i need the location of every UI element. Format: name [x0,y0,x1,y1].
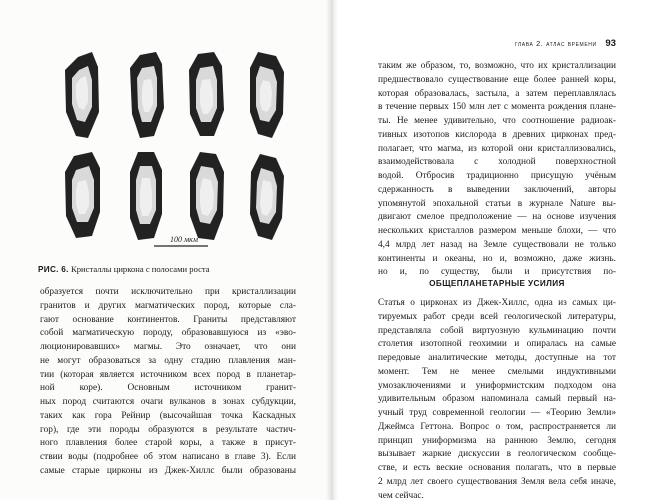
text-line: которая образовалась, застыла, а затем переплавлялась [378,88,616,102]
text-line: 2 млрд лет своего существования Земля вела себя иначе, [378,476,616,490]
text-line: гор), где эти породы образуются в результате частич- [40,424,296,438]
text-line: двигают смелое предположение — на основе изучения [378,211,616,225]
zircon-figure [58,52,298,262]
caption-label: РИС. 6. [38,265,69,274]
text-line: учный труд современной геологии — «Теорию Земли» [378,407,616,421]
text-line: собой магматическую породу, образовавшуюся из «эво- [40,327,296,341]
text-line: в течение первых 150 млн лет с момента рождения плане- [378,101,616,115]
figure-caption [38,264,300,274]
text-line: столетия изотопной геохимии и опиралась на самые [378,338,616,352]
text-line: люционировавших» магмы. Это означает, что они [40,341,296,355]
zircon-crystal-5 [65,152,100,238]
text-line: не могут образоваться за одну стадию плавления ман- [40,355,296,369]
text-line: сдержанность в выведении заключений, авторы [378,184,616,198]
left-body-text [40,286,296,479]
text-line: удивительным образом напоминала самый первый на- [378,393,616,407]
text-line: гают основание континентов. Граниты представляют [40,314,296,328]
left-page [0,0,332,500]
text-line: представляла собой виртуозную кульминацию почти [378,325,616,339]
book-gutter [326,0,338,500]
text-line: момент. Тем не менее смелыми индуктивными [378,366,616,380]
page-number: 93 [605,38,616,49]
zircon-crystal-4 [250,52,284,138]
text-line: взаимодействовала с холодной поверхностной [378,156,616,170]
text-line: чем сейчас. [378,490,616,503]
text-line: ного плавления более старой коры, а также в присут- [40,437,296,451]
zircon-crystal-1 [65,52,99,138]
text-line: Статья о цирконах из Джек-Хиллс, одна из самых ци- [378,297,616,311]
text-line: образуется почти исключительно при кристаллизации [40,286,296,300]
text-line: передовые аналитические методы, доступные на тот [378,352,616,366]
text-line: тии (которая является источником всех пород в планетар- [40,369,296,383]
text-line: континенты и океаны, но и, возможно, даже жизнь. [378,253,616,267]
text-line: таких как гора Рейнир (высочайшая точка Каскадных [40,410,296,424]
zircon-crystals-illustration [58,52,298,262]
text-line: принцип униформизма на раннюю Землю, сегодня [378,435,616,449]
text-line: вызывает жаркие дискуссии в геологическом сообще- [378,448,616,462]
text-line: Джеймса Геттона. Вопрос о том, распространяется ли [378,421,616,435]
zircon-crystal-2 [130,52,164,138]
text-line: таким же образом, то, возможно, что их кристаллизации [378,60,616,74]
text-line: полагает, что магма, из которой они кристаллизовались, [378,143,616,157]
zircon-crystal-7 [190,152,224,240]
text-line: нескольких кристаллов размером меньше блохи, — что [378,225,616,239]
zircon-crystal-3 [189,52,224,136]
text-line: самые старые цирконы из Джек-Хиллс были образованы [40,465,296,479]
text-line: ной коре). Основным источником гранит- [40,382,296,396]
text-line: умозаключениями и униформистским подходом она [378,380,616,394]
text-line: ты. Не менее удивительно, что соотношение радиоак- [378,115,616,129]
text-line: ных пород считаются очаги вулканов в зонах субдукции, [40,396,296,410]
text-line: водой. Отбросив традиционно присущую учёным [378,170,616,184]
text-line: предшествовало существование еще более ранней коры, [378,74,616,88]
zircon-crystal-8 [250,154,284,240]
right-body-text-2 [378,297,616,503]
zircon-crystal-6 [130,152,162,240]
text-line: стве, и есть веские основания полагать, что в первые [378,462,616,476]
text-line: гранитов и других магматических пород, которые сла- [40,300,296,314]
text-line: тивных изотопов кислорода в древних цирконах пред- [378,129,616,143]
text-line: но и, по существу, были и присутствия по- [378,266,616,280]
text-line: 4,4 млрд лет назад на Земле существовали не только [378,239,616,253]
running-header [515,38,616,49]
right-body-text-1 [378,60,616,280]
scale-label: 100 мкм [170,235,198,244]
chapter-title: глава 2. атлас времени [515,39,597,48]
text-line: ствии воды (подробнее об этом написано в главе 3). Если [40,451,296,465]
section-heading: ОБЩЕПЛАНЕТАРНЫЕ УСИЛИЯ [378,279,616,288]
caption-text: Кристаллы циркона с полосами роста [71,264,210,274]
text-line: тируемых работ среди всей геологической литературы, [378,311,616,325]
text-line: упомянутой эпохальной статьи в журнале Nature вы- [378,198,616,212]
